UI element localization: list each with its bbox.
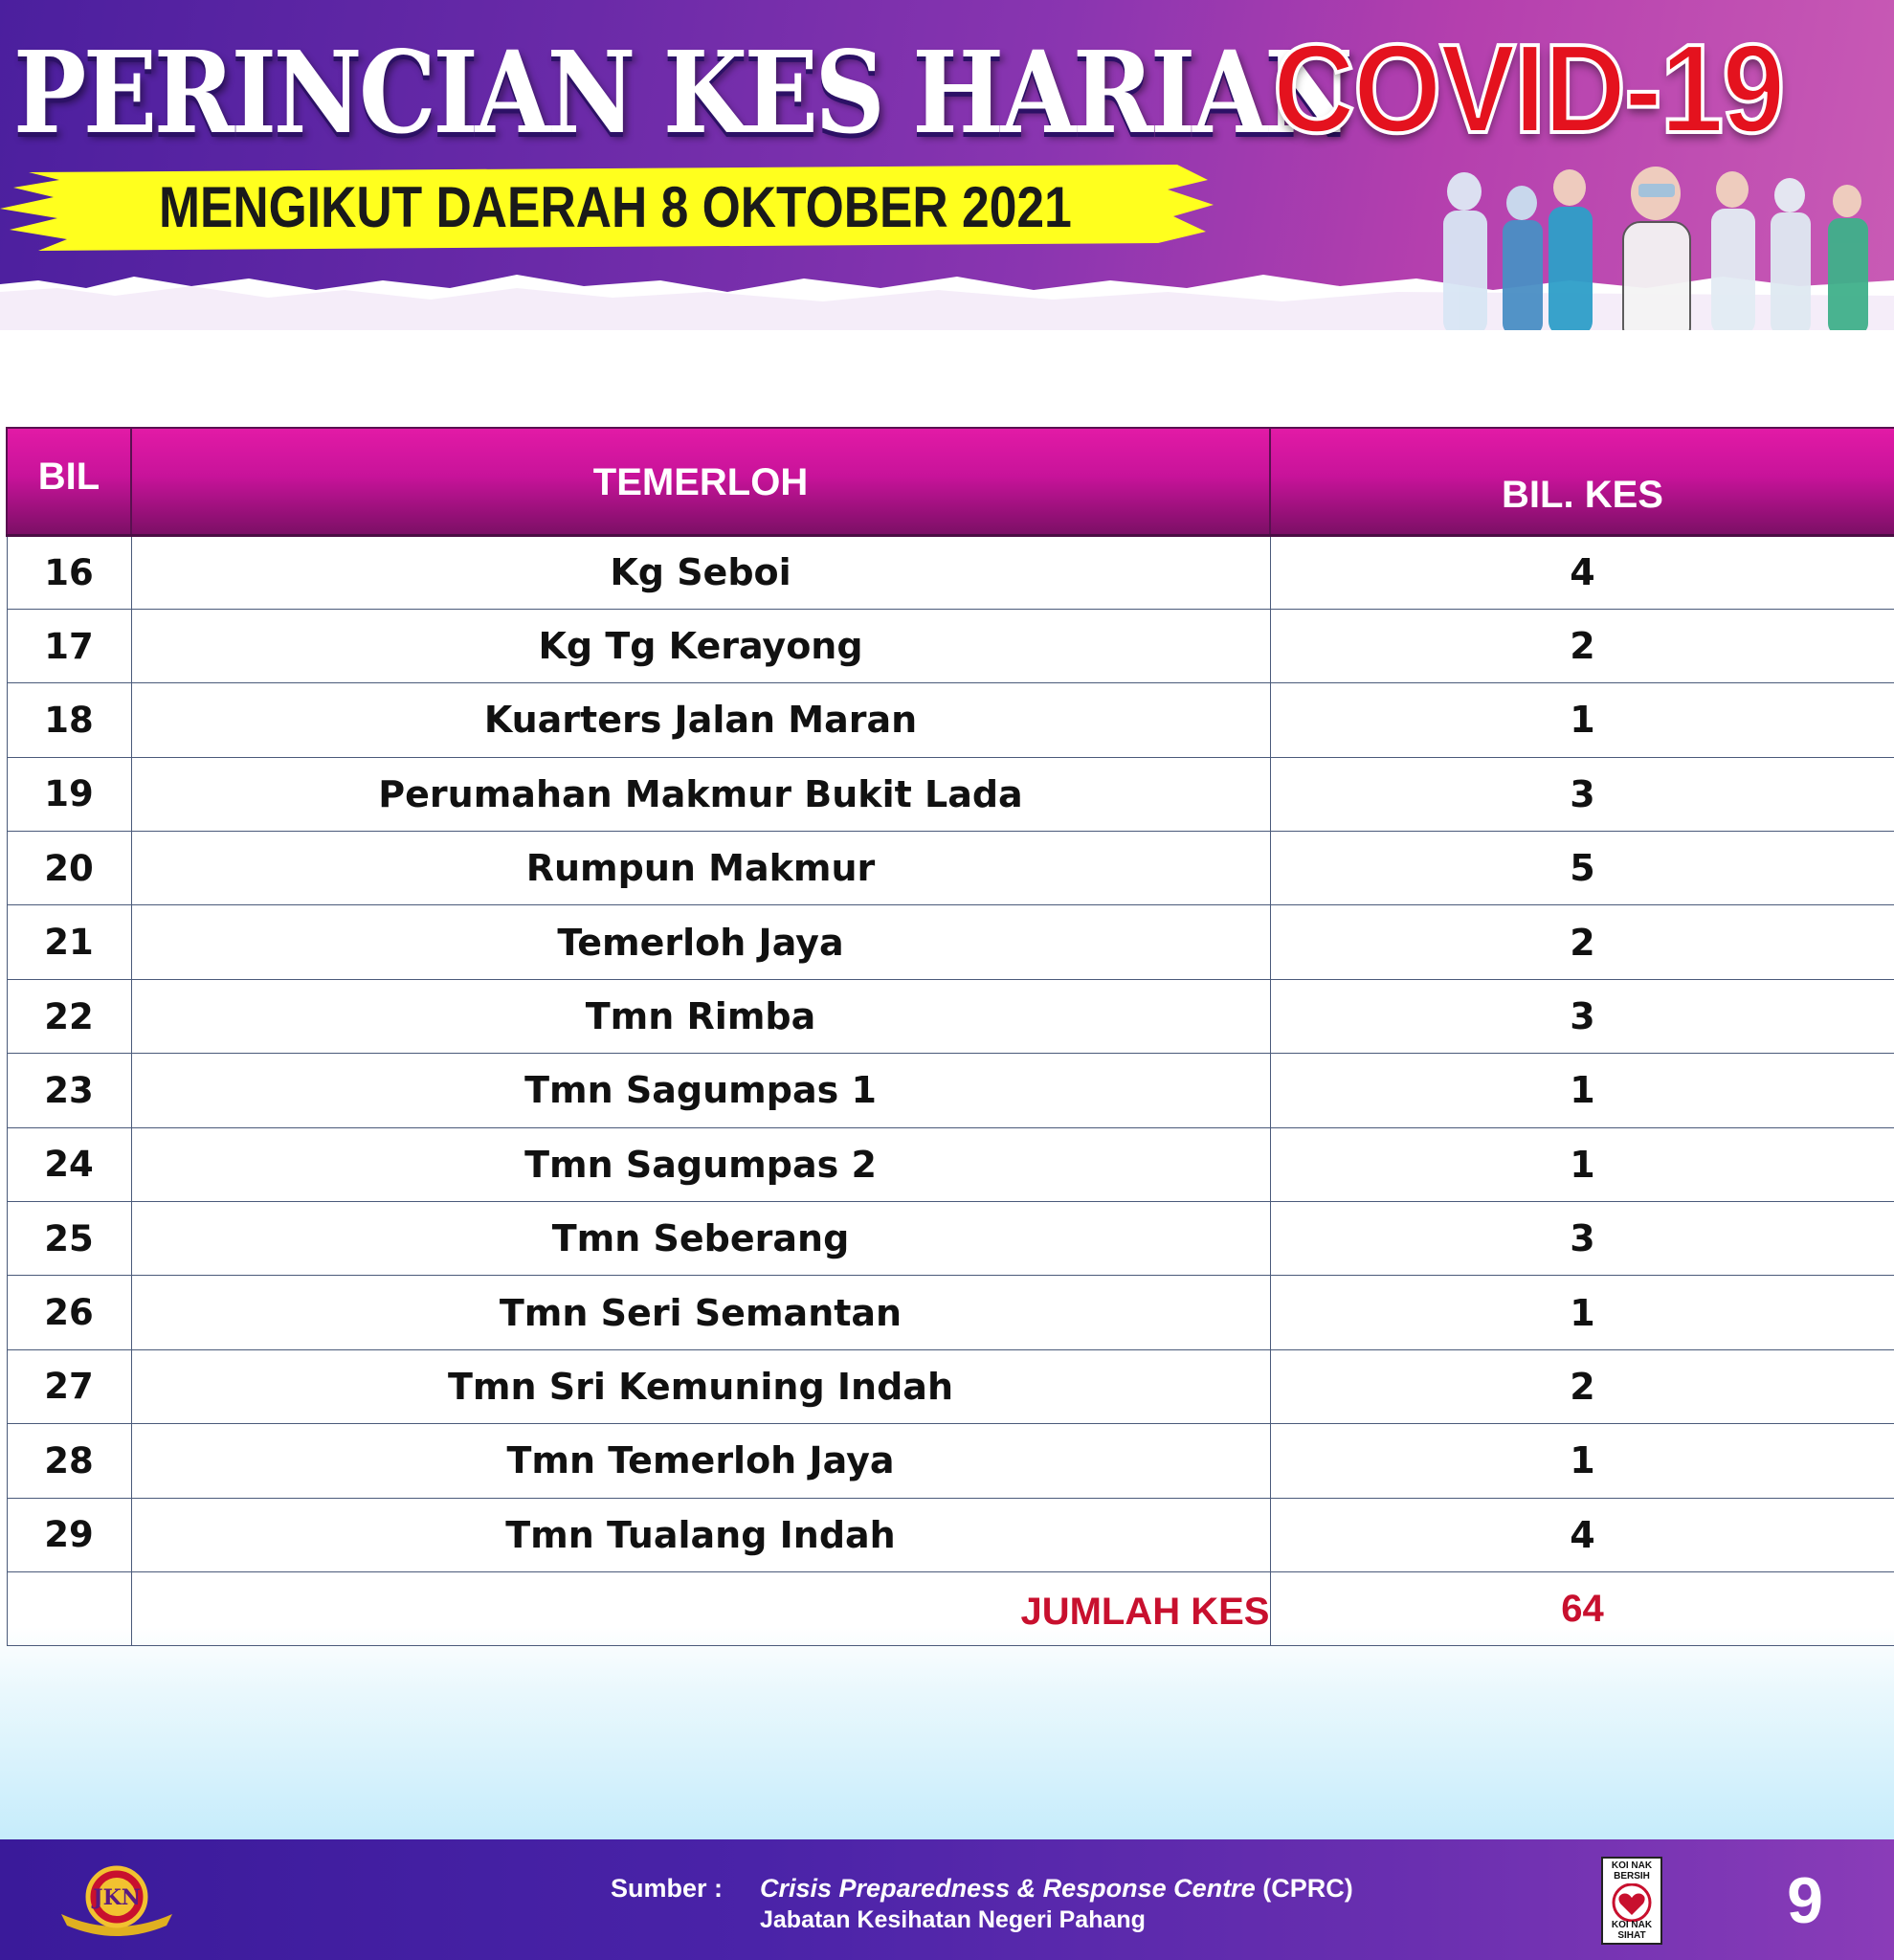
row-number: 25 (7, 1202, 131, 1276)
page-number: 9 (1787, 1864, 1823, 1937)
source-organization (760, 1874, 1353, 1906)
table-row (7, 1498, 1894, 1571)
table-header-row (7, 428, 1894, 535)
table-row (7, 609, 1894, 682)
koi-bottom-text: KOI NAK SIHAT (1611, 1920, 1653, 1941)
source-department: Jabatan Kesihatan Negeri Pahang (760, 1906, 1146, 1933)
column-header-bil: BIL (7, 428, 131, 535)
area-name: Kuarters Jalan Maran (131, 683, 1270, 757)
jkn-logo (56, 1859, 178, 1941)
table-row (7, 757, 1894, 831)
area-name: Tmn Seberang (131, 1202, 1270, 1276)
total-value: 64 (1270, 1571, 1894, 1645)
row-number: 28 (7, 1424, 131, 1498)
banner-subtitle: MENGIKUT DAERAH 8 OKTOBER 2021 (159, 175, 1072, 239)
table-row (7, 1276, 1894, 1349)
table-row (7, 1054, 1894, 1127)
table-row (7, 1202, 1894, 1276)
koi-top-text: KOI NAK BERSIH (1611, 1860, 1653, 1882)
total-row (7, 1571, 1894, 1645)
area-name: Tmn Sri Kemuning Indah (131, 1349, 1270, 1423)
total-label: JUMLAH KES (131, 1571, 1270, 1645)
table-row (7, 1349, 1894, 1423)
cases-table (6, 427, 1894, 1646)
medical-staff-illustration (1426, 153, 1885, 330)
column-header-cases: BIL. KES (1270, 428, 1894, 535)
source-label: Sumber : (611, 1874, 724, 1903)
row-number: 27 (7, 1349, 131, 1423)
page-background-gradient (0, 1627, 1894, 1839)
column-header-district: TEMERLOH (131, 428, 1270, 535)
source-org-abbr: (CPRC) (1255, 1874, 1353, 1903)
row-number: 17 (7, 609, 131, 682)
case-count: 4 (1270, 535, 1894, 609)
table-row (7, 683, 1894, 757)
case-count: 2 (1270, 609, 1894, 682)
case-count: 1 (1270, 683, 1894, 757)
table-row (7, 1127, 1894, 1201)
total-empty-cell (7, 1571, 131, 1645)
row-number: 24 (7, 1127, 131, 1201)
table-row (7, 979, 1894, 1053)
area-name: Tmn Tualang Indah (131, 1498, 1270, 1571)
banner-title: PERINCIAN KES HARIAN (13, 26, 1350, 159)
source-org-name: Crisis Preparedness & Response Centre (760, 1874, 1256, 1903)
row-number: 20 (7, 832, 131, 905)
area-name: Kg Seboi (131, 535, 1270, 609)
case-count: 4 (1270, 1498, 1894, 1571)
area-name: Tmn Sagumpas 1 (131, 1054, 1270, 1127)
row-number: 22 (7, 979, 131, 1053)
case-count: 2 (1270, 905, 1894, 979)
area-name: Rumpun Makmur (131, 832, 1270, 905)
case-count: 2 (1270, 1349, 1894, 1423)
case-count: 1 (1270, 1276, 1894, 1349)
table-row (7, 535, 1894, 609)
koi-nak-bersih-logo (1601, 1857, 1662, 1945)
area-name: Perumahan Makmur Bukit Lada (131, 757, 1270, 831)
area-name: Kg Tg Kerayong (131, 609, 1270, 682)
area-name: Tmn Rimba (131, 979, 1270, 1053)
area-name: Temerloh Jaya (131, 905, 1270, 979)
row-number: 26 (7, 1276, 131, 1349)
row-number: 16 (7, 535, 131, 609)
covid-title: COVID-19 (1273, 18, 1784, 159)
case-count: 3 (1270, 1202, 1894, 1276)
area-name: Tmn Sagumpas 2 (131, 1127, 1270, 1201)
row-number: 18 (7, 683, 131, 757)
heart-icon (1611, 1883, 1653, 1922)
case-count: 3 (1270, 757, 1894, 831)
case-count: 1 (1270, 1127, 1894, 1201)
header-banner (0, 0, 1894, 330)
case-count: 1 (1270, 1424, 1894, 1498)
row-number: 23 (7, 1054, 131, 1127)
table-row (7, 1424, 1894, 1498)
case-count: 5 (1270, 832, 1894, 905)
table-row (7, 905, 1894, 979)
table-row (7, 832, 1894, 905)
jkn-logo-text: JKN (93, 1885, 141, 1910)
row-number: 29 (7, 1498, 131, 1571)
row-number: 19 (7, 757, 131, 831)
cases-table-container (6, 427, 1894, 1646)
area-name: Tmn Temerloh Jaya (131, 1424, 1270, 1498)
row-number: 21 (7, 905, 131, 979)
area-name: Tmn Seri Semantan (131, 1276, 1270, 1349)
case-count: 3 (1270, 979, 1894, 1053)
case-count: 1 (1270, 1054, 1894, 1127)
